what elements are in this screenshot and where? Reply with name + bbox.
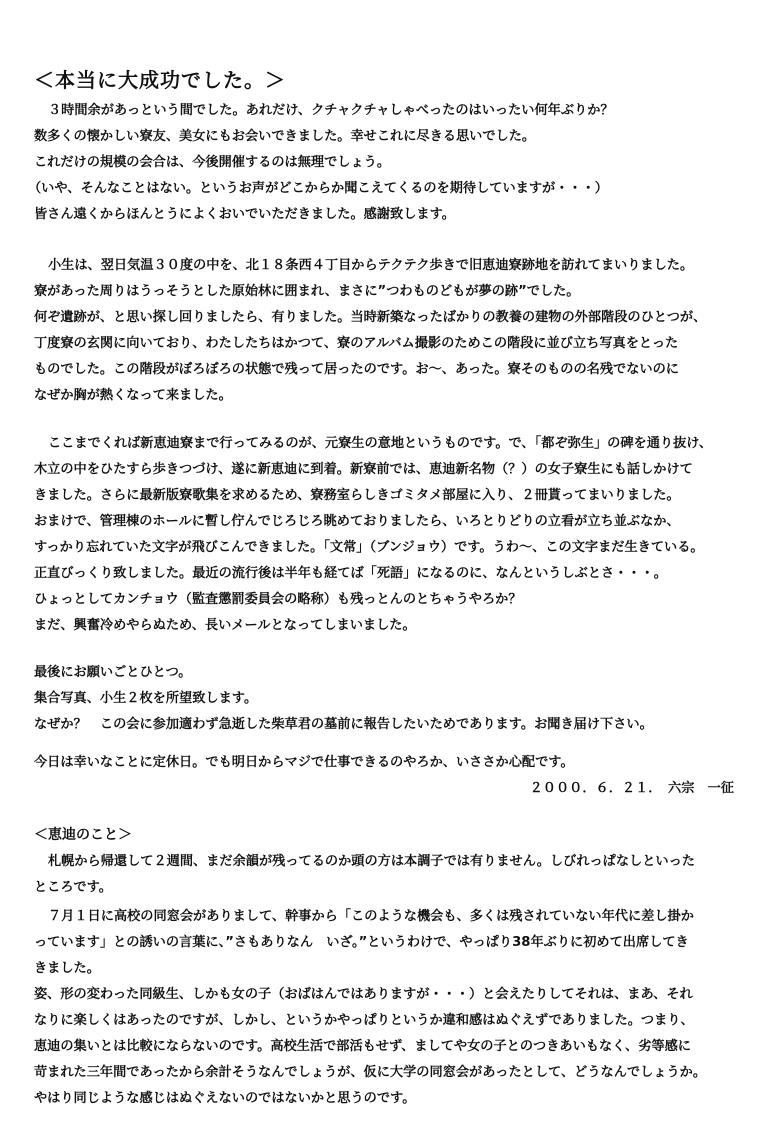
paragraph-line: ３時間余があっという間でした。あれだけ、クチャクチャしゃべったのはいったい何年ぶりか？ bbox=[48, 103, 614, 118]
paragraph-line: 木立の中をひたすら歩きつづけ、遂に新恵迪に到着。新寮前では、恵迪新名物（？）の女子寮生にも話しかけて bbox=[34, 462, 693, 477]
paragraph-line: 何ぞ遺跡が、と思い探し回りましたら、有りました。当時新築なったばかりの教養の建物の外部階段のひとつが、 bbox=[34, 310, 707, 325]
paragraph-line: 最後にお願いごとひとつ。 bbox=[34, 665, 192, 680]
paragraph-line: なぜか胸が熱くなって来ました。 bbox=[34, 388, 232, 403]
paragraph-line: なぜか？ この会に参加適わず急逝した柴草君の墓前に報告したいためであります。お聞き届け下さい。 bbox=[34, 717, 653, 732]
letter-title: ＜本当に大成功でした。＞ bbox=[34, 68, 286, 92]
paragraph-line: ここまでくれば新恵迪寮まで行ってみるのが、元寮生の意地というものです。で、「都ぞ弥生」の碑を通り抜け、 bbox=[48, 436, 713, 451]
paragraph-line: おまけで、管理棟のホールに暫し佇んでじろじろ眺めておりましたら、いろとりどりの立看が立ち並ぶなか、 bbox=[34, 514, 680, 529]
paragraph-line: （いや、そんなことはない。というお声がどこからか聞こえてくるのを期待していますが・・・） bbox=[28, 181, 608, 196]
paragraph-line: 寮があった周りはうっそうとした原始林に囲まれ、まさに”つわものどもが夢の跡”でした。 bbox=[34, 284, 580, 299]
paragraph-line: っています」との誘いの言葉に、”さもありなん いざ。”というわけで、やっぱり38年ぶりに初めて出席してき bbox=[34, 935, 689, 950]
paragraph-line: ところです。 bbox=[34, 880, 112, 895]
section-title: ＜恵迪のこと＞ bbox=[34, 827, 132, 843]
paragraph-line: きました。さらに最新版寮歌集を求めるため、寮務室らしきゴミタメ部屋に入り、２冊貰ってまいりました。 bbox=[34, 488, 680, 503]
paragraph-line: 数多くの懐かしい寮友、美女にもお会いできました。幸せこれに尽きる思いでした。 bbox=[34, 129, 536, 144]
paragraph-line: 皆さん遠くからほんとうによくおいでいただきました。感謝致します。 bbox=[34, 207, 455, 222]
paragraph-line: 今日は幸いなことに定休日。でも明日からマジで仕事できるのやろか、いささか心配です。 bbox=[34, 755, 574, 770]
paragraph-line: やはり同じような感じはぬぐえないのではないかと思うのです。 bbox=[34, 1091, 416, 1106]
paragraph-line: すっかり忘れていた文字が飛びこんできました。「文常」（ブンジョウ）です。うわ～、この文字まだ生きている。 bbox=[34, 540, 704, 555]
paragraph-line: ものでした。この階段がぼろぼろの状態で残って居ったのです。お～、あった。寮そのものの名残でないのに bbox=[34, 362, 679, 377]
signature-date: ２０００．６．２１． 六宗 一征 bbox=[529, 781, 734, 796]
paragraph-line: 集合写真、小生２枚を所望致します。 bbox=[34, 691, 258, 706]
paragraph-line: ひょっとしてカンチョウ（監査懲罰委員会の略称）も残っとんのとちゃうやろか？ bbox=[34, 592, 522, 607]
paragraph-line: ７月１日に高校の同窓会がありまして、幹事から「このような機会も、多くは残されていない年代に差し掛か bbox=[48, 909, 694, 924]
paragraph-line: 小生は、翌日気温３０度の中を、北１８条西４丁目からテクテク歩きで旧恵迪寮跡地を訪れてまいりました。 bbox=[48, 258, 694, 273]
paragraph-line: 丁度寮の玄関に向いており、わたしたちはかつて、寮のアルバム撮影のためこの階段に並び立ち写真をとった bbox=[34, 336, 679, 351]
paragraph-line: 札幌から帰還して２週間、まだ余韻が残ってるのか頭の方は本調子では有りません。しびれっぱなしといった bbox=[48, 854, 695, 869]
paragraph-line: 姿、形の変わった同級生、しかも女の子（おばはんではありますが・・・）と会えたりしてそれは、まあ、それ bbox=[34, 987, 693, 1002]
paragraph-line: 恵迪の集いとは比較にならないのです。高校生活で部活もせず、ましてや女の子とのつきあいもなく、劣等感に bbox=[34, 1039, 691, 1054]
paragraph-line: きました。 bbox=[34, 961, 100, 976]
paragraph-line: まだ、興奮冷めやらぬため、長いメールとなってしまいました。 bbox=[34, 618, 416, 633]
paragraph-line: なりに楽しくはあったのですが、しかし、というかやっぱりというか違和感はぬぐえずでありました。つまり、 bbox=[34, 1013, 694, 1028]
paragraph-line: これだけの規模の会合は、今後開催するのは無理でしょう。 bbox=[34, 155, 391, 170]
paragraph-line: 正直びっくり致しました。最近の流行後は半年も経てば「死語」になるのに、なんというしぶとさ・・・。 bbox=[34, 566, 667, 581]
paragraph-line: 苛まれた三年間であったから余計そうなんでしょうが、仮に大学の同窓会があったとして、どうなんでしょうか。 bbox=[34, 1065, 707, 1080]
